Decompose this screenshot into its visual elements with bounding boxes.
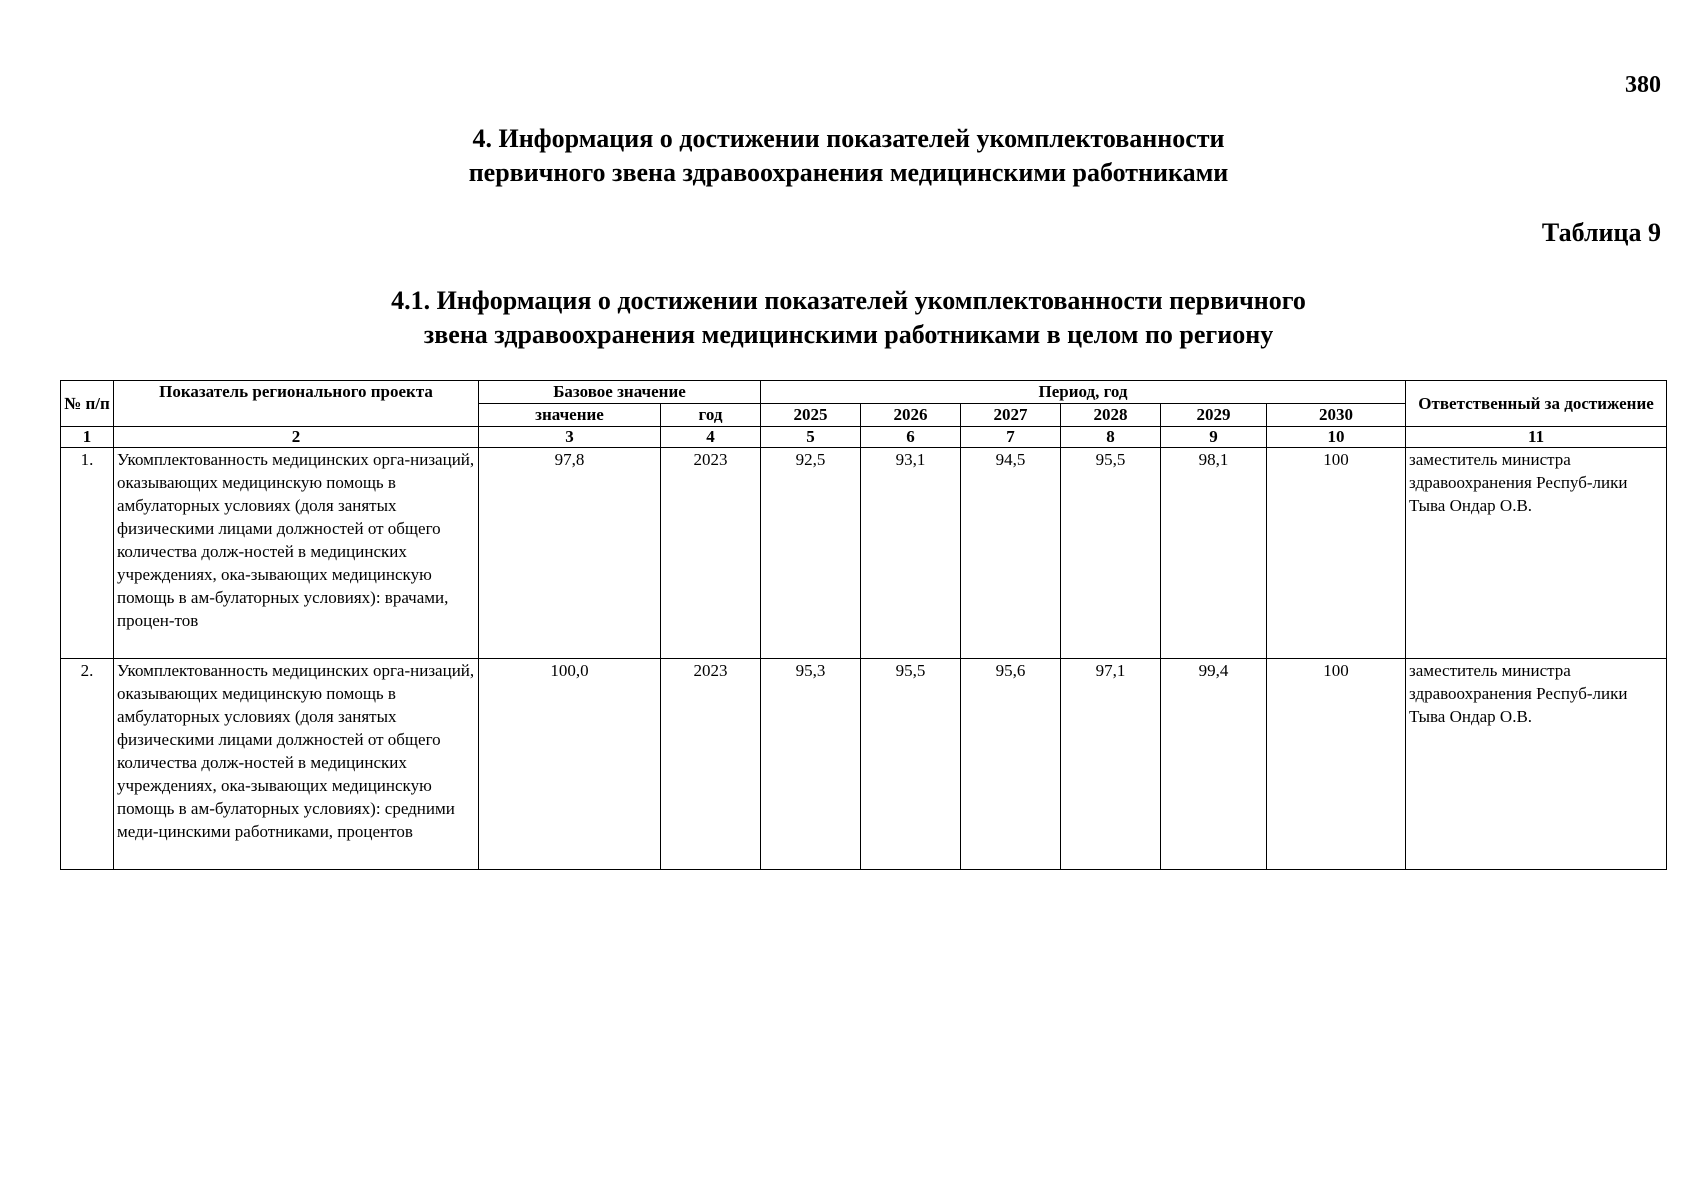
row-indicator: Укомплектованность медицинских орга-низаций, оказывающих медицинскую помощь в амбулаторных условиях (доля занятых физическими лицами должностей от общего количества долж-ностей в медицинских учреждениях, ока-зывающих медицинскую помощь в ам-булаторных условиях): средними меди-цинскими работниками, процентов	[114, 659, 479, 870]
column-number: 4	[661, 427, 761, 448]
header-base-value: Базовое значение	[479, 381, 761, 404]
column-number: 8	[1061, 427, 1161, 448]
column-number-row	[61, 427, 1667, 448]
header-responsible: Ответственный за достижение	[1406, 381, 1667, 427]
page-number: 380	[1625, 72, 1661, 98]
row-base-year: 2023	[661, 448, 761, 659]
column-number: 11	[1406, 427, 1667, 448]
section-title	[0, 122, 1697, 190]
header-base-value-value: значение	[479, 404, 661, 427]
header-year: 2026	[861, 404, 961, 427]
row-value-2030: 100	[1267, 448, 1406, 659]
header-year: 2027	[961, 404, 1061, 427]
row-value-2025: 95,3	[761, 659, 861, 870]
header-year: 2030	[1267, 404, 1406, 427]
header-year: 2025	[761, 404, 861, 427]
column-number: 6	[861, 427, 961, 448]
header-year: 2028	[1061, 404, 1161, 427]
column-number: 2	[114, 427, 479, 448]
row-base-year: 2023	[661, 659, 761, 870]
header-year: 2029	[1161, 404, 1267, 427]
column-number: 5	[761, 427, 861, 448]
section-title-line-2: первичного звена здравоохранения медицинскими работниками	[468, 158, 1229, 187]
row-indicator: Укомплектованность медицинских орга-низаций, оказывающих медицинскую помощь в амбулаторных условиях (доля занятых физическими лицами должностей от общего количества долж-ностей в медицинских учреждениях, ока-зывающих медицинскую помощь в ам-булаторных условиях): врачами, процен-тов	[114, 448, 479, 659]
row-responsible: заместитель министра здравоохранения Респуб-лики Тыва Ондар О.В.	[1406, 659, 1667, 870]
column-number: 7	[961, 427, 1061, 448]
staffing-indicators-table	[60, 380, 1667, 870]
row-value-2026: 93,1	[861, 448, 961, 659]
row-value-2029: 99,4	[1161, 659, 1267, 870]
header-base-value-year: год	[661, 404, 761, 427]
column-number: 3	[479, 427, 661, 448]
row-value-2027: 94,5	[961, 448, 1061, 659]
row-num: 2.	[61, 659, 114, 870]
row-value-2025: 92,5	[761, 448, 861, 659]
row-value-2027: 95,6	[961, 659, 1061, 870]
column-number: 1	[61, 427, 114, 448]
row-num: 1.	[61, 448, 114, 659]
header-row-1	[61, 381, 1667, 404]
row-value-2029: 98,1	[1161, 448, 1267, 659]
table-row	[61, 448, 1667, 659]
header-num: № п/п	[61, 381, 114, 427]
row-value-2028: 97,1	[1061, 659, 1161, 870]
subsection-title	[0, 284, 1697, 352]
subsection-title-line-2: звена здравоохранения медицинскими работниками в целом по региону	[423, 320, 1274, 349]
row-value-2030: 100	[1267, 659, 1406, 870]
section-title-line-1: 4. Информация о достижении показателей укомплектованности	[472, 124, 1225, 153]
table-label: Таблица 9	[1541, 218, 1661, 247]
row-responsible: заместитель министра здравоохранения Респуб-лики Тыва Ондар О.В.	[1406, 448, 1667, 659]
row-value-2026: 95,5	[861, 659, 961, 870]
header-indicator: Показатель регионального проекта	[114, 381, 479, 427]
header-period: Период, год	[761, 381, 1406, 404]
column-number: 10	[1267, 427, 1406, 448]
row-base-value: 97,8	[479, 448, 661, 659]
subsection-title-line-1: 4.1. Информация о достижении показателей укомплектованности первичного	[391, 286, 1306, 315]
column-number: 9	[1161, 427, 1267, 448]
row-value-2028: 95,5	[1061, 448, 1161, 659]
row-base-value: 100,0	[479, 659, 661, 870]
table-row	[61, 659, 1667, 870]
